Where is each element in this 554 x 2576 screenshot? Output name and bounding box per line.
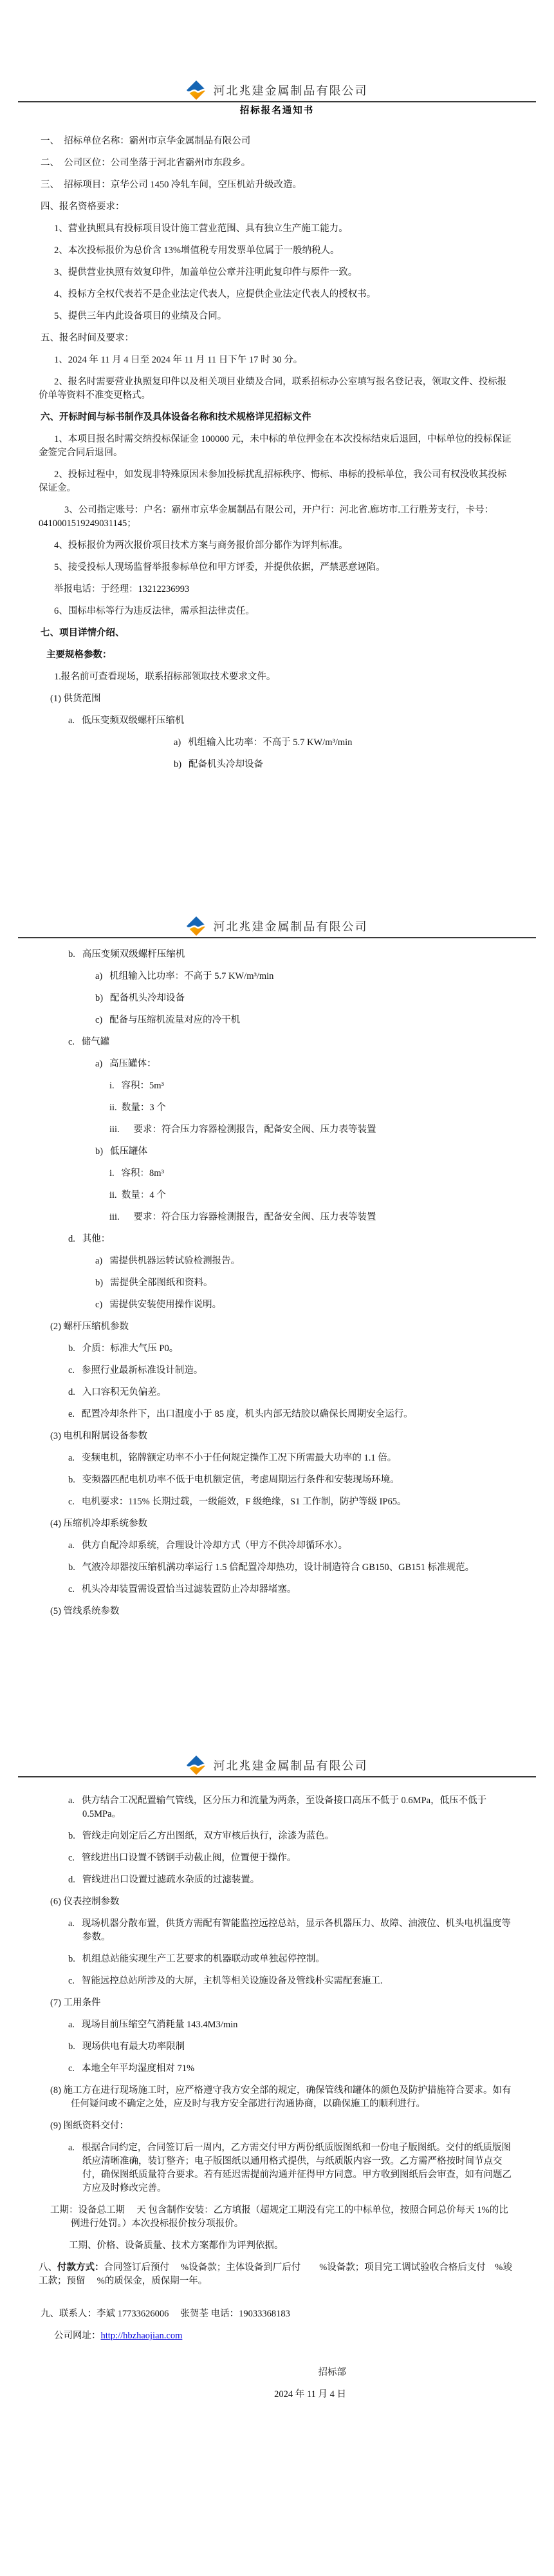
page-2-content bbox=[39, 948, 515, 1627]
evaluation-basis: 工期、价格、设备质量、技术方案都作为评判依据。 bbox=[69, 2240, 284, 2251]
header-divider bbox=[18, 101, 536, 102]
list-item: ii. 数量：4 个 bbox=[109, 1190, 166, 1200]
list-item: b) 需提供全部图纸和资料。 bbox=[95, 1278, 213, 1288]
list-item: a. 低压变频双级螺杆压缩机 bbox=[68, 715, 185, 726]
list-item: (8) 施工方在进行现场施工时，应严格遵守我方安全部的规定，确保管线和罐体的颜色及防护措施符合要求。如有任何疑问或不确定之处，应及时与我方安全部进行沟通协商，以确保施工的顺利进行。 bbox=[50, 2085, 512, 2109]
list-item: b) 配备机头冷却设备 bbox=[174, 759, 263, 770]
list-item: d. 其他： bbox=[68, 1234, 111, 1244]
list-item: 2、投标过程中，如发现非特殊原因未参加投标扰乱招标秩序、悔标、串标的投标单位，我公司有权没收其投标保证金。 bbox=[39, 469, 507, 493]
list-item: b. 现场供电有最大功率限制 bbox=[68, 2041, 185, 2052]
list-item: a. 供方结合工况配置输气管线，区分压力和流量为两条，至设备接口高压不低于 0.6MPa，低压不低于 0.5MPa。 bbox=[68, 1795, 489, 1819]
company-name: 河北兆建金属制品有限公司 bbox=[213, 84, 368, 97]
signature-department: 招标部 bbox=[318, 2367, 346, 2378]
website-line bbox=[39, 2329, 515, 2343]
section-project-detail: 七、项目详情介绍、 bbox=[41, 628, 125, 638]
page-2-paragraphs bbox=[39, 948, 515, 1618]
header-inner bbox=[0, 1756, 554, 1775]
spec-group: (6) 仪表控制参数 bbox=[50, 1897, 120, 1907]
section-project: 三、 招标项目：京华公司 1450 冷轧车间，空压机站升级改造。 bbox=[41, 180, 302, 190]
header-divider bbox=[18, 1776, 536, 1777]
list-item: c. 管线进出口设置不锈钢手动截止阀，位置便于操作。 bbox=[68, 1853, 297, 1863]
list-item: b. 高压变频双级螺杆压缩机 bbox=[68, 949, 185, 960]
spec-group: (4) 压缩机冷却系统参数 bbox=[50, 1519, 148, 1529]
header-divider bbox=[18, 937, 536, 938]
spec-title: 主要规格参数： bbox=[46, 650, 112, 660]
list-item: b. 气液冷却器按压缩机满功率运行 1.5 倍配置冷却热功，设计制造符合 GB150、GB151 标准规范。 bbox=[68, 1562, 475, 1573]
page-header bbox=[0, 916, 554, 938]
company-logo-icon bbox=[187, 916, 206, 936]
list-item: a) 需提供机器运转试验检测报告。 bbox=[95, 1256, 241, 1266]
list-item: a. 供方自配冷却系统，合理设计冷却方式（甲方不供冷却循环水）。 bbox=[68, 1540, 348, 1551]
list-item: ii. 数量：3 个 bbox=[109, 1103, 166, 1113]
list-item: 1、营业执照具有投标项目设计施工营业范围、具有独立生产施工能力。 bbox=[54, 223, 348, 234]
list-item: iii. 要求：符合压力容器检测报告，配备安全阀、压力表等装置 bbox=[109, 1124, 376, 1135]
website-link[interactable]: http://hbzhaojian.com bbox=[100, 2331, 183, 2341]
list-item: c) 需提供安装使用操作说明。 bbox=[95, 1300, 222, 1310]
list-item: c. 本地全年平均湿度相对 71% bbox=[68, 2063, 195, 2074]
list-item: 5、提供三年内此设备项目的业绩及合同。 bbox=[54, 311, 227, 321]
company-name: 河北兆建金属制品有限公司 bbox=[213, 920, 368, 933]
list-item: 3、提供营业执照有效复印件，加盖单位公章并注明此复印件与原件一致。 bbox=[54, 267, 358, 278]
list-item: b) 配备机头冷却设备 bbox=[95, 993, 185, 1003]
spec-group: (7) 工用条件 bbox=[50, 1998, 101, 2008]
company-logo-icon bbox=[187, 80, 206, 100]
text-segment: 合同签订后预付 %设备款；主体设备到厂后付 %设备款；项目完工调试验收合格后支付 %竣工款；预留 %的质保金，质保期一年。 bbox=[39, 2262, 512, 2286]
list-item: iii. 要求：符合压力容器检测报告，配备安全阀、压力表等装置 bbox=[109, 1212, 376, 1222]
list-item: 1.报名前可查看现场，联系招标部领取技术要求文件。 bbox=[54, 672, 276, 682]
spec-group: (2) 螺杆压缩机参数 bbox=[50, 1321, 129, 1332]
list-item: a. 变频电机，铭牌额定功率不小于任何规定操作工况下所需最大功率的 1.1 倍。 bbox=[68, 1453, 397, 1463]
section-issuer: 一、 招标单位名称：霸州市京华金属制品有限公司 bbox=[41, 136, 251, 146]
spec-group: (3) 电机和附属设备参数 bbox=[50, 1431, 148, 1441]
company-name: 河北兆建金属制品有限公司 bbox=[213, 1759, 368, 1772]
list-item: 1、本项目报名时需交纳投标保证金 100000 元，未中标的单位押金在本次投标结束后退回，中标单位的投标保证金签完合同后退回。 bbox=[39, 434, 512, 458]
list-item: b) 低压罐体 bbox=[95, 1146, 147, 1157]
list-item: a. 现场目前压缩空气消耗量 143.4M3/min bbox=[68, 2020, 238, 2030]
construction-period: 工期：设备总工期 天 包含制作安装：乙方填报（超规定工期没有完工的中标单位，按照合同总价每天 1%的比例进行处罚。）本次投标报价按分项报价。 bbox=[50, 2205, 508, 2229]
list-item: b. 机组总站能实现生产工艺要求的机器联动或单独起停控制。 bbox=[68, 1954, 325, 1964]
page-3-content bbox=[39, 1794, 515, 2410]
company-logo-icon bbox=[187, 1756, 206, 1775]
header-inner bbox=[0, 916, 554, 936]
list-item: c. 储气罐 bbox=[68, 1037, 110, 1047]
list-item: i. 容积：8m³ bbox=[109, 1168, 164, 1179]
list-item: i. 容积：5m³ bbox=[109, 1081, 164, 1091]
list-item: c. 机头冷却装置需设置恰当过滤装置防止冷却器堵塞。 bbox=[68, 1584, 297, 1595]
signature-date: 2024 年 11 月 4 日 bbox=[274, 2389, 346, 2400]
payment-terms bbox=[39, 2261, 515, 2288]
page-1-paragraphs bbox=[39, 135, 515, 772]
list-item: 2、本次投标报价为总价含 13%增值税专用发票单位属于一般纳税人。 bbox=[54, 245, 340, 256]
list-item: d. 入口容积无负偏差。 bbox=[68, 1387, 167, 1397]
section-qualification: 四、报名资格要求： bbox=[41, 202, 125, 212]
report-phone: 举报电话：于经理：13212236993 bbox=[54, 584, 190, 594]
text-segment: 公司网址： bbox=[54, 2331, 101, 2341]
list-item: 1、2024 年 11 月 4 日至 2024 年 11 月 11 日下午 17 时 30 分。 bbox=[54, 355, 303, 365]
page-title: 招标报名通知书 bbox=[239, 106, 315, 116]
list-item: b. 介质：标准大气压 P0。 bbox=[68, 1343, 179, 1354]
list-item: 6、围标串标等行为违反法律，需承担法律责任。 bbox=[54, 606, 255, 616]
page-3-paragraphs bbox=[39, 1794, 515, 2401]
page-1-content bbox=[39, 104, 515, 780]
header-inner bbox=[0, 80, 554, 100]
list-item: e. 配置冷却条件下，出口温度小于 85 度，机头内部无结胶以确保长周期安全运行。 bbox=[68, 1409, 413, 1419]
spec-group: (9) 图纸资料交付： bbox=[50, 2121, 129, 2131]
list-item: a) 机组输入比功率：不高于 5.7 KW/m³/min bbox=[174, 737, 353, 748]
contact-line: 九、联系人：李斌 17733626006 张贺荃 电话：19033368183 bbox=[41, 2309, 290, 2319]
list-item: c. 参照行业最新标准设计制造。 bbox=[68, 1365, 203, 1376]
list-item: d. 管线进出口设置过滤疏水杂质的过滤装置。 bbox=[68, 1875, 260, 1885]
list-item: 4、投标报价为两次报价项目技术方案与商务报价部分都作为评判标准。 bbox=[54, 540, 348, 551]
list-item: c. 智能远控总站所涉及的大屏，主机等相关设施设备及管线朴实需配套施工. bbox=[68, 1976, 383, 1986]
list-item: a) 高压罐体： bbox=[95, 1059, 156, 1069]
text-segment: 付款方式： bbox=[57, 2262, 104, 2273]
list-item: 5、接受投标人现场监督举报参标单位和甲方评委，并提供依据，严禁恶意诬陷。 bbox=[54, 562, 385, 573]
section-bid-opening: 六、开标时间与标书制作及具体设备名称和技术规格详见招标文件 bbox=[41, 412, 311, 422]
section-registration: 五、报名时间及要求： bbox=[41, 333, 134, 343]
list-item: c) 配备与压缩机流量对应的冷干机 bbox=[95, 1015, 241, 1025]
list-item: a. 现场机器分散布置，供货方需配有智能监控远控总站，显示各机器压力、故障、油液位、机头电机温度等参数。 bbox=[68, 1918, 511, 1942]
text-segment: 八、 bbox=[39, 2262, 57, 2273]
spec-group: (5) 管线系统参数 bbox=[50, 1606, 120, 1616]
list-item: c. 电机要求：115% 长期过载，一级能效，F 级绝缘，S1 工作制，防护等级 IP65。 bbox=[68, 1497, 407, 1507]
page-header bbox=[0, 1756, 554, 1777]
account-info: 3、公司指定账号：户名：霸州市京华金属制品有限公司，开户行：河北省.廊坊市.工行胜芳支行，卡号：0410001519249031145； bbox=[39, 505, 494, 529]
spec-group: (1) 供货范围 bbox=[50, 694, 101, 704]
list-item: 2、报名时需要营业执照复印件以及相关项目业绩及合同，联系招标办公室填写报名登记表，领取文件、投标报价单等资料不准变更格式。 bbox=[39, 377, 507, 401]
list-item: 4、投标方全权代表若不是企业法定代表人，应提供企业法定代表人的授权书。 bbox=[54, 289, 376, 299]
list-item: b. 变频器匹配电机功率不低于电机额定值，考虑周期运行条件和安装现场环境。 bbox=[68, 1475, 400, 1485]
list-item: a) 机组输入比功率：不高于 5.7 KW/m³/min bbox=[95, 971, 274, 981]
list-item: a. 根据合同约定，合同签订后一周内，乙方需交付甲方两份纸质版图纸和一份电子版图纸。交付的纸质版图纸应清晰准确，装订整齐；电子版图纸以通用格式提供，与纸质版内容一致。乙方需严格按时间节点交付，确保图纸质量符合要求。若有延迟需提前沟通并征得甲方同意。甲方收到图纸后会审查，如有问题乙方应及时修改完善。 bbox=[68, 2143, 512, 2193]
list-item: b. 管线走向划定后乙方出图纸，双方审核后执行，涂漆为蓝色。 bbox=[68, 1831, 335, 1841]
page-header bbox=[0, 80, 554, 102]
section-location: 二、 公司区位：公司坐落于河北省霸州市东段乡。 bbox=[41, 158, 251, 168]
